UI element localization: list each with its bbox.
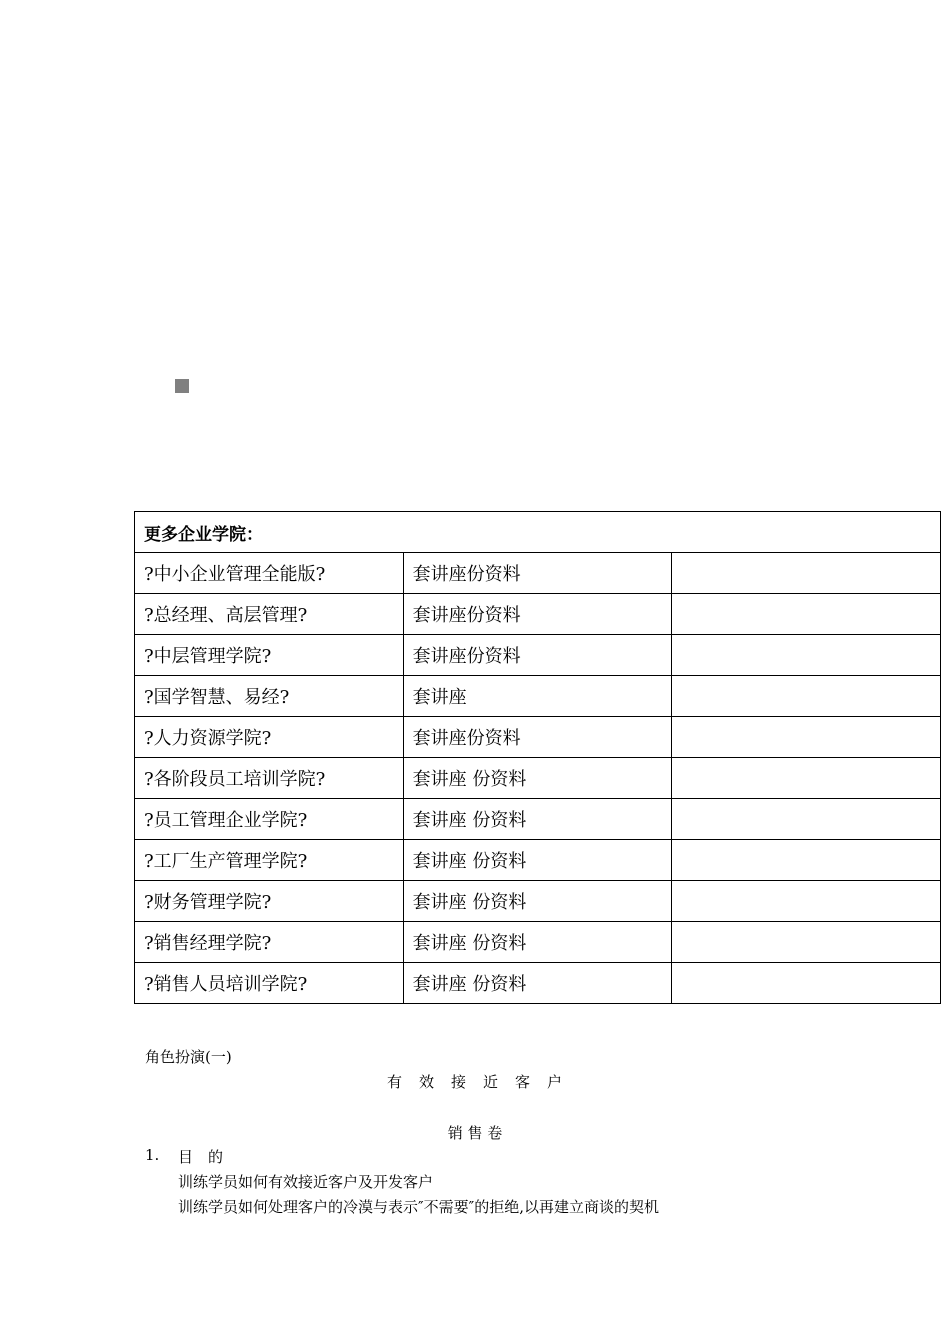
table-row — [135, 963, 941, 1004]
academy-extra-cell — [672, 758, 941, 799]
academy-extra-cell — [672, 799, 941, 840]
academy-extra-cell — [672, 594, 941, 635]
item-number: 1. — [145, 1146, 160, 1164]
academy-desc-cell: 套讲座 份资料 — [403, 963, 672, 1004]
table-row — [135, 717, 941, 758]
role-play-title: 角色扮演(一) — [145, 1048, 232, 1066]
purpose-line: 训练学员如何有效接近客户及开发客户 — [178, 1173, 434, 1191]
academy-extra-cell — [672, 922, 941, 963]
academy-extra-cell — [672, 881, 941, 922]
academy-name-cell: ?各阶段员工培训学院? — [135, 758, 404, 799]
table-row — [135, 881, 941, 922]
academy-desc-cell: 套讲座份资料 — [403, 635, 672, 676]
table-row — [135, 840, 941, 881]
square-bullet-icon — [175, 379, 189, 393]
volume-label: 销 售 卷 — [447, 1124, 503, 1142]
section-subtitle: 有 效 接 近 客 户 — [386, 1073, 563, 1091]
academy-extra-cell — [672, 635, 941, 676]
academy-name-cell: ?中层管理学院? — [135, 635, 404, 676]
academy-desc-cell: 套讲座 份资料 — [403, 758, 672, 799]
academy-extra-cell — [672, 553, 941, 594]
table-row — [135, 676, 941, 717]
academy-table — [134, 511, 941, 1004]
academy-desc-cell: 套讲座 份资料 — [403, 881, 672, 922]
academy-name-cell: ?员工管理企业学院? — [135, 799, 404, 840]
academy-name-cell: ?销售经理学院? — [135, 922, 404, 963]
table-row — [135, 594, 941, 635]
academy-desc-cell: 套讲座 份资料 — [403, 840, 672, 881]
table-row — [135, 922, 941, 963]
academy-name-cell: ?财务管理学院? — [135, 881, 404, 922]
table-row — [135, 799, 941, 840]
item-heading: 目 的 — [178, 1148, 224, 1166]
table-row — [135, 553, 941, 594]
academy-extra-cell — [672, 963, 941, 1004]
academy-desc-cell: 套讲座份资料 — [403, 553, 672, 594]
academy-extra-cell — [672, 717, 941, 758]
academy-desc-cell: 套讲座 份资料 — [403, 799, 672, 840]
academy-extra-cell — [672, 840, 941, 881]
academy-desc-cell: 套讲座 份资料 — [403, 922, 672, 963]
table-header-row — [135, 512, 941, 553]
academy-desc-cell: 套讲座份资料 — [403, 717, 672, 758]
academy-extra-cell — [672, 676, 941, 717]
academy-desc-cell: 套讲座份资料 — [403, 594, 672, 635]
table-row — [135, 758, 941, 799]
academy-name-cell: ?销售人员培训学院? — [135, 963, 404, 1004]
table-header: 更多企业学院： — [135, 512, 941, 553]
purpose-line: 训练学员如何处理客户的冷漠与表示″不需要″的拒绝,以再建立商谈的契机 — [178, 1198, 659, 1216]
academy-desc-cell: 套讲座 — [403, 676, 672, 717]
table-row — [135, 635, 941, 676]
academy-name-cell: ?国学智慧、易经? — [135, 676, 404, 717]
academy-name-cell: ?人力资源学院? — [135, 717, 404, 758]
academy-name-cell: ?总经理、高层管理? — [135, 594, 404, 635]
academy-name-cell: ?中小企业管理全能版? — [135, 553, 404, 594]
academy-name-cell: ?工厂生产管理学院? — [135, 840, 404, 881]
